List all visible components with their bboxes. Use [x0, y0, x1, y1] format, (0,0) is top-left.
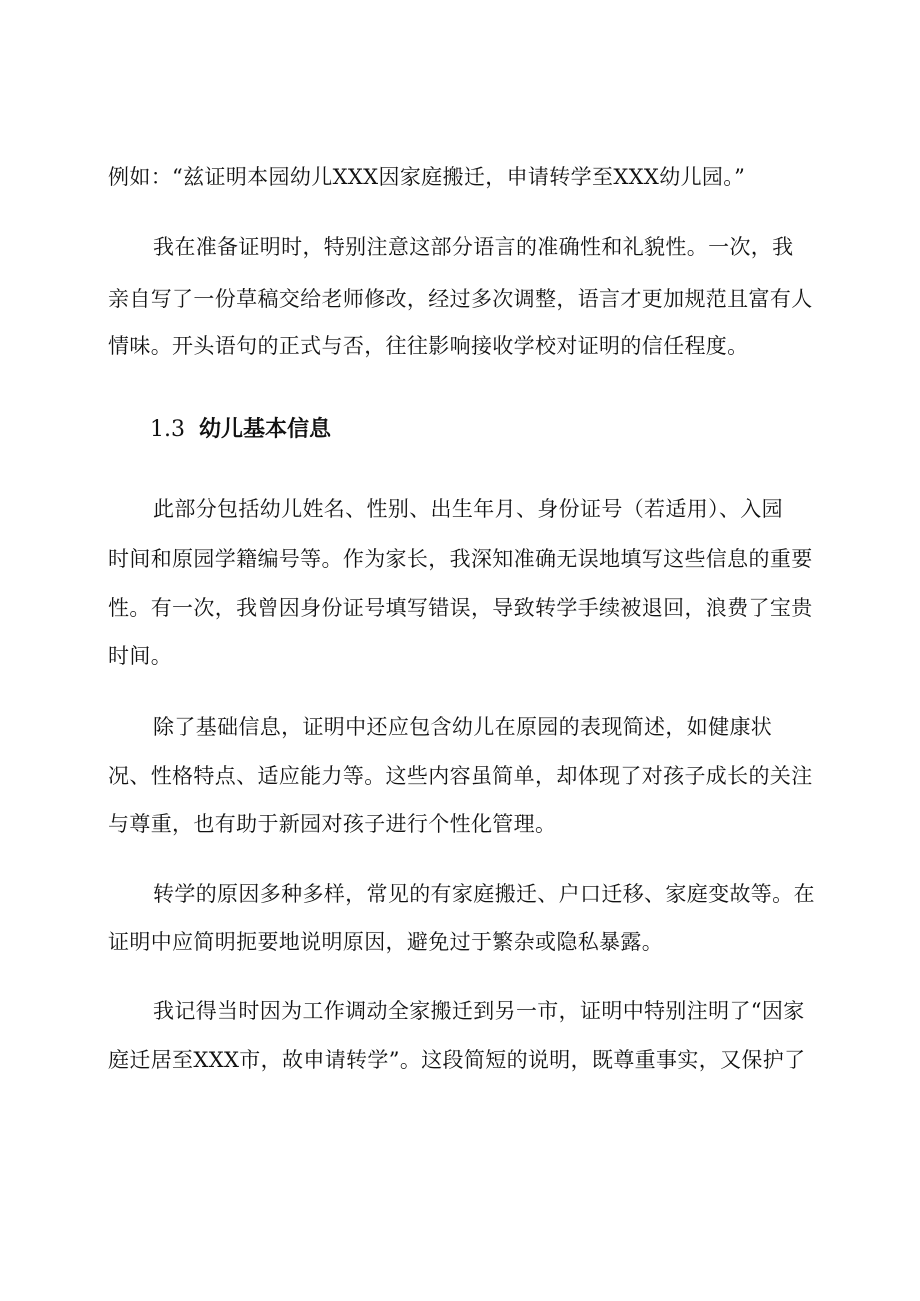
paragraph-1-line-3: 情味。开头语句的正式与否，往往影响接收学校对证明的信任程度。 — [108, 334, 749, 358]
paragraph-2-line-2: 时间和原园学籍编号等。作为家长，我深知准确无误地填写这些信息的重要 — [108, 547, 813, 571]
paragraph-3-line-2: 况、性格特点、适应能力等。这些内容虽简单，却体现了对孩子成长的关注 — [108, 764, 813, 788]
example-line: 例如：“兹证明本园幼儿XXX因家庭搬迁，申请转学至XXX幼儿园。” — [108, 165, 746, 189]
paragraph-2-line-3: 性。有一次，我曾因身份证号填写错误，导致转学手续被退回，浪费了宝贵 — [108, 596, 813, 620]
paragraph-4-line-1: 转学的原因多种多样，常见的有家庭搬迁、户口迁移、家庭变故等。在 — [153, 882, 815, 906]
paragraph-3-line-1: 除了基础信息，证明中还应包含幼儿在原园的表现简述，如健康状 — [153, 715, 773, 739]
paragraph-5-line-1: 我记得当时因为工作调动全家搬迁到另一市，证明中特别注明了“因家 — [153, 999, 805, 1023]
paragraph-1-line-1: 我在准备证明时，特别注意这部分语言的准确性和礼貌性。一次，我 — [153, 235, 794, 259]
paragraph-2-line-1: 此部分包括幼儿姓名、性别、出生年月、身份证号（若适用）、入园 — [153, 497, 783, 521]
section-heading — [150, 415, 331, 445]
section-number: 1.3 — [150, 417, 185, 442]
paragraph-4-line-2: 证明中应简明扼要地说明原因，避免过于繁杂或隐私暴露。 — [108, 930, 664, 954]
paragraph-2-line-4: 时间。 — [108, 644, 173, 668]
paragraph-5-line-2: 庭迁居至XXX市，故申请转学”。这段简短的说明，既尊重事实，又保护了 — [108, 1048, 806, 1072]
paragraph-1-line-2: 亲自写了一份草稿交给老师修改，经过多次调整，语言才更加规范且富有人 — [108, 287, 813, 311]
section-title: 幼儿基本信息 — [199, 417, 332, 442]
paragraph-3-line-3: 与尊重，也有助于新园对孩子进行个性化管理。 — [108, 812, 557, 836]
